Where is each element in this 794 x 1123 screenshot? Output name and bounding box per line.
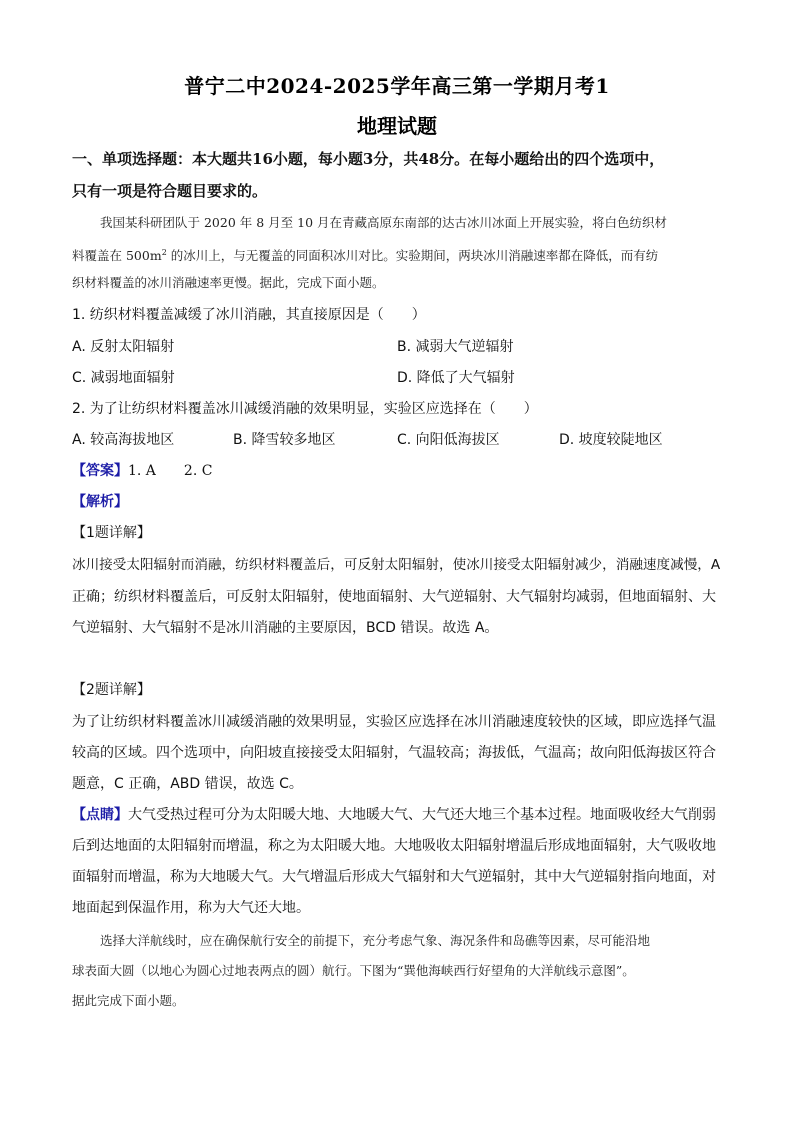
- answer-label: 【答案】: [72, 463, 128, 479]
- passage1-line2-part-b: 的冰川上，与无覆盖的同面积冰川对比。实验期间，两块冰川消融速率都在降低，而有纺: [166, 248, 659, 264]
- page-subtitle: 地理试题: [357, 114, 437, 138]
- question-2-option-b: B. 降雪较多地区: [233, 432, 336, 448]
- note-line4: 地面起到保温作用，称为大气还大地。: [72, 900, 310, 916]
- detail2-line2: 较高的区域。四个选项中，向阳坡直接接受太阳辐射，气温较高；海拔低，气温高；故向阳低海拔区符合: [72, 745, 716, 761]
- passage1-line2: [72, 243, 658, 266]
- passage1-line2-part-a: 料覆盖在 500m: [72, 248, 162, 264]
- section-heading-line1: 一、单项选择题：本大题共16小题，每小题3分，共48分。在每小题给出的四个选项中，: [72, 150, 665, 168]
- question-1-option-c: C. 减弱地面辐射: [72, 370, 175, 386]
- detail1-line3: 气逆辐射、大气辐射不是冰川消融的主要原因，BCD 错误。故选 A。: [72, 620, 499, 636]
- answer-text: 1. A 2. C: [128, 463, 213, 479]
- answer-line: [72, 461, 212, 481]
- detail2-label: 【2题详解】: [72, 682, 151, 698]
- question-1-option-b: B. 减弱大气逆辐射: [397, 339, 514, 355]
- detail1-label: 【1题详解】: [72, 525, 151, 541]
- detail2-line3: 题意，C 正确，ABD 错误，故选 C。: [72, 776, 303, 792]
- detail1-line1: 冰川接受太阳辐射而消融，纺织材料覆盖后，可反射太阳辐射，使冰川接受太阳辐射减少，消融速度减慢，A: [72, 557, 721, 573]
- page-title: 普宁二中2024-2025学年高三第一学期月考1: [184, 74, 610, 98]
- question-1-option-a: A. 反射太阳辐射: [72, 339, 175, 355]
- passage1-line3: 织材料覆盖的冰川消融速率更慢。据此，完成下面小题。: [72, 275, 385, 290]
- note-line1: [72, 805, 716, 825]
- question-1-option-d: D. 降低了大气辐射: [397, 370, 515, 386]
- question-2-option-d: D. 坡度较陡地区: [559, 432, 663, 448]
- section-heading-line2: 只有一项是符合题目要求的。: [72, 182, 268, 200]
- question-2-stem: 2. 为了让纺织材料覆盖冰川减缓消融的效果明显，实验区应选择在（ ）: [72, 401, 538, 417]
- analysis-label: 【解析】: [72, 494, 128, 510]
- note-label: 【点睛】: [72, 807, 128, 823]
- detail2-line1: 为了让纺织材料覆盖冰川减缓消融的效果明显，实验区应选择在冰川消融速度较快的区域，即应选择气温: [72, 714, 716, 730]
- note-text-1: 大气受热过程可分为太阳暖大地、大地暖大气、大气还大地三个基本过程。地面吸收经大气削弱: [128, 807, 716, 823]
- passage2-line1: 选择大洋航线时，应在确保航行安全的前提下，充分考虑气象、海况条件和岛礁等因素，尽可能沿地: [100, 933, 651, 948]
- note-line3: 面辐射而增温，称为大地暖大气。大气增温后形成大气辐射和大气逆辐射，其中大气逆辐射指向地面，对: [72, 869, 716, 885]
- question-2-option-c: C. 向阳低海拔区: [397, 432, 500, 448]
- detail1-line2: 正确；纺织材料覆盖后，可反射太阳辐射，使地面辐射、大气逆辐射、大气辐射均减弱，但地面辐射、大: [72, 589, 716, 605]
- question-2-option-a: A. 较高海拔地区: [72, 432, 175, 448]
- question-1-stem: 1. 纺织材料覆盖减缓了冰川消融，其直接原因是（ ）: [72, 307, 426, 323]
- note-line2: 后到达地面的太阳辐射而增温，称之为太阳暖大地。大地吸收太阳辐射增温后形成地面辐射，大气吸收地: [72, 838, 716, 854]
- passage2-line2: 球表面大圆（以地心为圆心过地表两点的圆）航行。下图为“巽他海峡西行好望角的大洋航线示意图”。: [72, 963, 635, 978]
- passage1-line1: 我国某科研团队于 2020 年 8 月至 10 月在青藏高原东南部的达古冰川冰面上开展实验，将白色纺织材: [100, 215, 668, 230]
- passage2-line3: 据此完成下面小题。: [72, 993, 185, 1008]
- superscript: 2: [161, 248, 167, 257]
